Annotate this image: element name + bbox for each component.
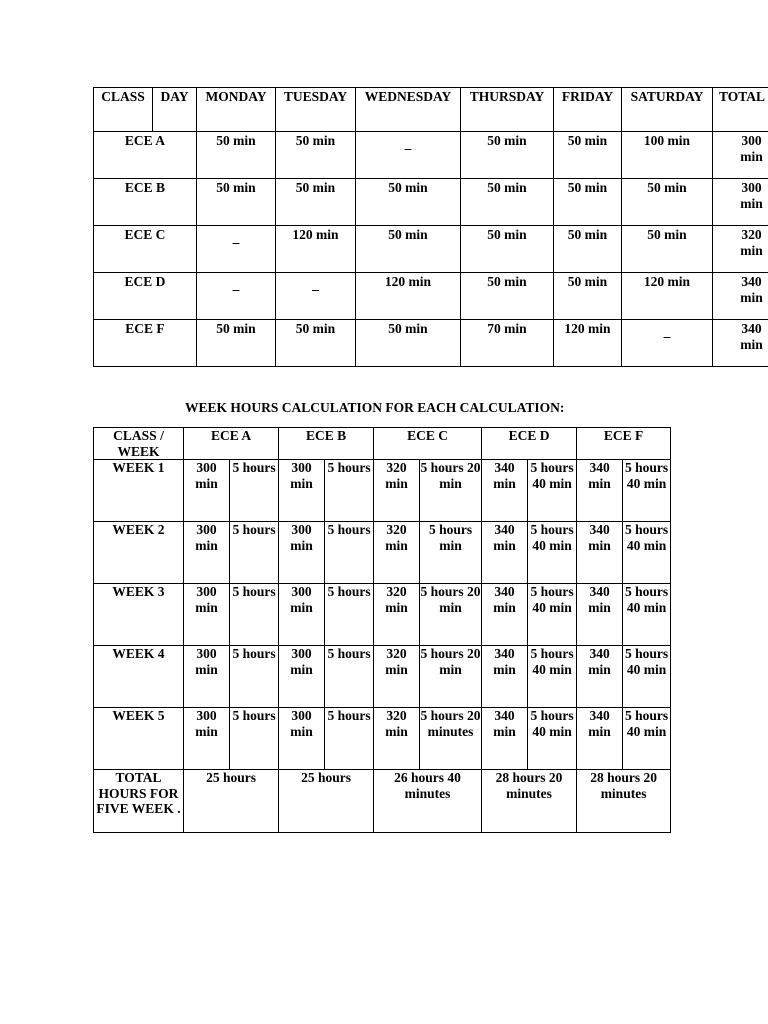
class-name: ECE B — [94, 179, 197, 226]
week-cell: 300 min — [279, 522, 325, 584]
total-ece-f: 28 hours 20 minutes — [577, 770, 671, 833]
class-header-ece-a: ECE A — [184, 428, 279, 460]
schedule-cell: _ — [197, 226, 276, 273]
class-name: ECE D — [94, 273, 197, 320]
week-label: WEEK 3 — [94, 584, 184, 646]
schedule-cell: 50 min — [461, 179, 554, 226]
week-cell: 5 hours — [325, 584, 374, 646]
header-class: CLASS — [94, 88, 153, 132]
schedule-cell: 50 min — [356, 179, 461, 226]
week-row — [94, 522, 671, 584]
header-wednesday: WEDNESDAY — [356, 88, 461, 132]
week-cell: 5 hours — [230, 460, 279, 522]
class-header-ece-c: ECE C — [374, 428, 482, 460]
totals-row — [94, 770, 671, 833]
schedule-row-ece-c — [94, 226, 768, 273]
schedule-cell: 50 min — [276, 179, 356, 226]
week-cell: 5 hours 20 minutes — [420, 708, 482, 770]
week-row — [94, 646, 671, 708]
schedule-cell: 70 min — [461, 320, 554, 367]
schedule-cell: 120 min — [554, 320, 622, 367]
week-cell: 5 hours 40 min — [623, 584, 671, 646]
header-monday: MONDAY — [197, 88, 276, 132]
week-row — [94, 460, 671, 522]
schedule-cell: 50 min — [356, 226, 461, 273]
schedule-cell: 100 min — [622, 132, 713, 179]
week-label: WEEK 2 — [94, 522, 184, 584]
header-thursday: THURSDAY — [461, 88, 554, 132]
week-cell: 5 hours — [325, 708, 374, 770]
week-cell: 340 min — [577, 522, 623, 584]
schedule-cell: 50 min — [197, 320, 276, 367]
class-schedule-table — [93, 87, 768, 367]
week-cell: 5 hours 20 min — [420, 460, 482, 522]
weekly-header-row — [94, 428, 671, 460]
schedule-total: 340 min — [713, 320, 768, 367]
week-cell: 340 min — [577, 646, 623, 708]
header-tuesday: TUESDAY — [276, 88, 356, 132]
total-ece-d: 28 hours 20 minutes — [482, 770, 577, 833]
week-cell: 340 min — [577, 708, 623, 770]
week-cell: 5 hours min — [420, 522, 482, 584]
schedule-cell: 50 min — [197, 179, 276, 226]
week-label: WEEK 4 — [94, 646, 184, 708]
schedule-total: 300 min — [713, 132, 768, 179]
schedule-cell: _ — [197, 273, 276, 320]
week-cell: 300 min — [279, 460, 325, 522]
corner-header: CLASS / WEEK — [94, 428, 184, 460]
class-header-ece-f: ECE F — [577, 428, 671, 460]
header-saturday: SATURDAY — [622, 88, 713, 132]
week-cell: 5 hours 20 min — [420, 584, 482, 646]
week-cell: 5 hours 40 min — [623, 708, 671, 770]
week-cell: 5 hours — [325, 646, 374, 708]
week-cell: 320 min — [374, 584, 420, 646]
schedule-cell: 50 min — [622, 179, 713, 226]
class-name: ECE F — [94, 320, 197, 367]
week-row — [94, 708, 671, 770]
week-cell: 320 min — [374, 460, 420, 522]
week-cell: 300 min — [279, 646, 325, 708]
class-name: ECE C — [94, 226, 197, 273]
schedule-row-ece-f — [94, 320, 768, 367]
week-cell: 5 hours 40 min — [528, 646, 577, 708]
header-friday: FRIDAY — [554, 88, 622, 132]
schedule-row-ece-a — [94, 132, 768, 179]
week-row — [94, 584, 671, 646]
week-cell: 5 hours 40 min — [528, 584, 577, 646]
total-ece-c: 26 hours 40 minutes — [374, 770, 482, 833]
week-cell: 300 min — [279, 708, 325, 770]
week-cell: 340 min — [482, 460, 528, 522]
week-cell: 5 hours 40 min — [528, 460, 577, 522]
schedule-row-ece-d — [94, 273, 768, 320]
schedule-cell: 50 min — [461, 132, 554, 179]
week-cell: 340 min — [482, 584, 528, 646]
header-day: DAY — [153, 88, 197, 132]
week-cell: 300 min — [184, 646, 230, 708]
class-header-ece-d: ECE D — [482, 428, 577, 460]
schedule-cell: 50 min — [276, 132, 356, 179]
total-ece-b: 25 hours — [279, 770, 374, 833]
week-cell: 5 hours 40 min — [623, 646, 671, 708]
totals-label: TOTAL HOURS FOR FIVE WEEK . — [94, 770, 184, 833]
week-label: WEEK 1 — [94, 460, 184, 522]
schedule-cell: 120 min — [356, 273, 461, 320]
schedule-cell: 50 min — [554, 179, 622, 226]
week-cell: 5 hours — [325, 522, 374, 584]
week-cell: 340 min — [577, 460, 623, 522]
week-cell: 340 min — [482, 646, 528, 708]
schedule-header-row — [94, 88, 768, 132]
schedule-total: 340 min — [713, 273, 768, 320]
schedule-cell: 50 min — [461, 273, 554, 320]
schedule-total: 320 min — [713, 226, 768, 273]
schedule-cell: _ — [622, 320, 713, 367]
schedule-cell: 50 min — [554, 273, 622, 320]
schedule-cell: 50 min — [554, 226, 622, 273]
week-cell: 5 hours — [230, 646, 279, 708]
schedule-cell: 50 min — [554, 132, 622, 179]
week-cell: 5 hours — [230, 708, 279, 770]
week-cell: 5 hours 40 min — [623, 460, 671, 522]
schedule-cell: _ — [356, 132, 461, 179]
week-cell: 300 min — [279, 584, 325, 646]
week-cell: 5 hours — [230, 522, 279, 584]
week-cell: 5 hours 40 min — [528, 522, 577, 584]
week-cell: 5 hours 40 min — [528, 708, 577, 770]
schedule-cell: 120 min — [276, 226, 356, 273]
schedule-row-ece-b — [94, 179, 768, 226]
schedule-total: 300 min — [713, 179, 768, 226]
schedule-cell: 50 min — [622, 226, 713, 273]
week-cell: 300 min — [184, 522, 230, 584]
week-cell: 320 min — [374, 646, 420, 708]
weekly-hours-table — [93, 427, 671, 833]
week-cell: 300 min — [184, 708, 230, 770]
week-cell: 5 hours — [325, 460, 374, 522]
schedule-cell: 50 min — [276, 320, 356, 367]
schedule-cell: 50 min — [356, 320, 461, 367]
schedule-cell: 50 min — [461, 226, 554, 273]
week-cell: 5 hours — [230, 584, 279, 646]
week-cell: 320 min — [374, 708, 420, 770]
weekly-section-title: WEEK HOURS CALCULATION FOR EACH CALCULATION: — [185, 400, 565, 415]
week-cell: 5 hours 40 min — [623, 522, 671, 584]
schedule-cell: 50 min — [197, 132, 276, 179]
total-ece-a: 25 hours — [184, 770, 279, 833]
schedule-cell: _ — [276, 273, 356, 320]
week-label: WEEK 5 — [94, 708, 184, 770]
week-cell: 340 min — [577, 584, 623, 646]
header-total: TOTAL — [713, 88, 768, 132]
class-name: ECE A — [94, 132, 197, 179]
week-cell: 340 min — [482, 522, 528, 584]
week-cell: 300 min — [184, 460, 230, 522]
week-cell: 320 min — [374, 522, 420, 584]
schedule-cell: 120 min — [622, 273, 713, 320]
week-cell: 340 min — [482, 708, 528, 770]
week-cell: 5 hours 20 min — [420, 646, 482, 708]
week-cell: 300 min — [184, 584, 230, 646]
class-header-ece-b: ECE B — [279, 428, 374, 460]
